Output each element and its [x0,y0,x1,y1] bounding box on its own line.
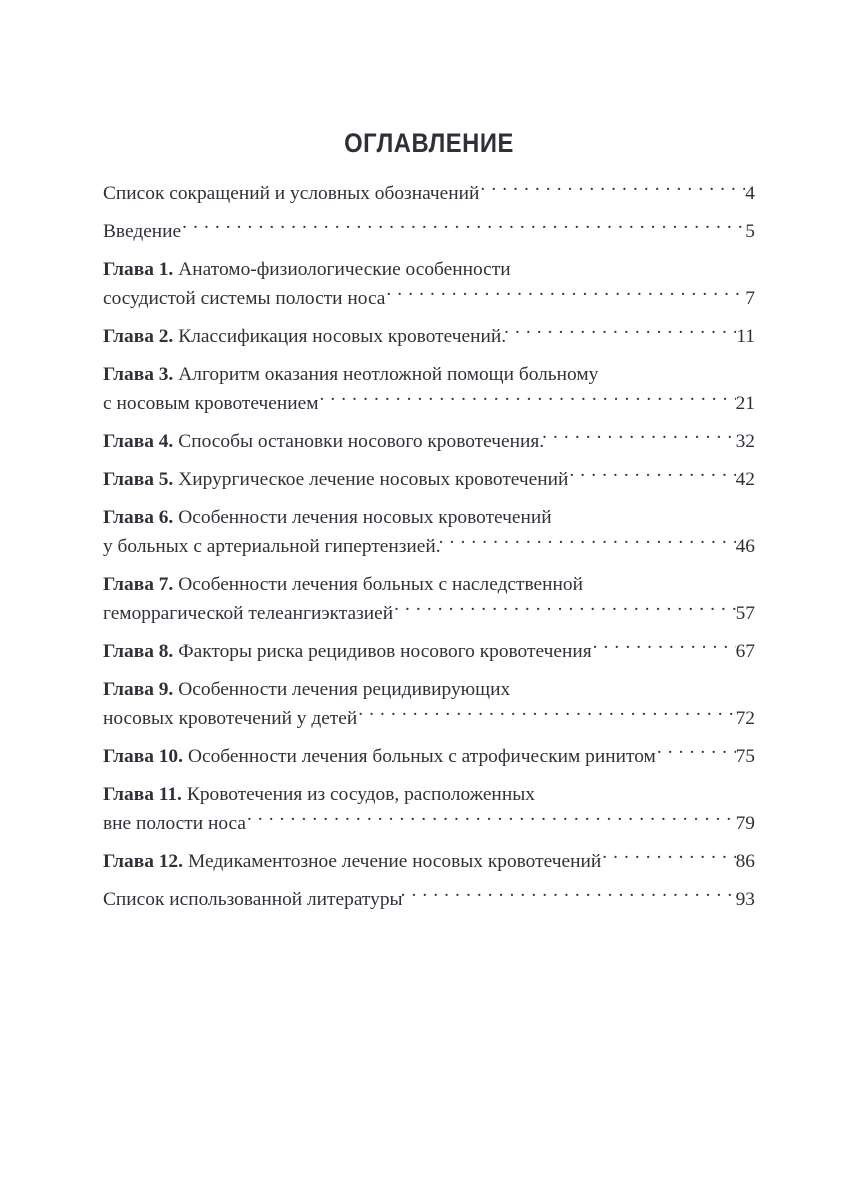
toc-entry[interactable] [103,465,755,494]
toc-chapter-label: Глава 5. [103,469,174,490]
toc-entry-title: Медикаментозное лечение носовых кровотечений [187,851,602,872]
toc-page-number: 86 [735,851,755,872]
toc-chapter-label: Глава 6. [103,507,174,528]
toc-entry[interactable] [103,255,755,313]
toc-entry-title-continued: носовых кровотечений у детей [103,708,358,729]
toc-entry[interactable] [103,780,755,838]
toc-chapter-label: Глава 4. [103,431,174,452]
dot-leader [386,285,745,304]
toc-entry-line [103,675,755,704]
toc-entry[interactable] [103,570,755,628]
toc-entry-title-continued: геморрагической телеангиэктазией [103,603,394,624]
toc-entry[interactable] [103,179,755,208]
toc-entry-title: Хирургическое лечение носовых кровотечений [178,469,569,490]
toc-entry-title: Способы остановки носового кровотечения. [178,431,545,452]
toc-entry-line [103,427,755,456]
toc-page-number: 11 [736,326,755,347]
toc-page-number: 7 [745,288,755,309]
toc-entry[interactable] [103,675,755,733]
toc-entry[interactable] [103,217,755,246]
toc-entry-title: Особенности лечения больных с наследственной [178,574,583,595]
toc-page-number: 93 [735,889,755,910]
toc-entry-line-continued [103,389,755,418]
toc-entry-line [103,637,755,666]
toc-entry-title: Особенности лечения носовых кровотечений [178,507,552,528]
toc-entry-line [103,255,755,284]
toc-entry[interactable] [103,742,755,771]
toc-entry-title-continued: сосудистой системы полости носа [103,288,386,309]
dot-leader [319,390,735,409]
toc-entry-line [103,217,755,246]
toc-page-number: 67 [735,641,755,662]
toc-entry-line [103,179,755,208]
toc-chapter-label: Глава 10. [103,746,183,767]
toc-page-number: 5 [745,221,755,242]
toc-entry-title: Введение [103,221,182,242]
toc-page-number: 57 [735,603,755,624]
toc-page-number: 42 [735,469,755,490]
toc-chapter-label: Глава 9. [103,679,174,700]
toc-entry-line [103,570,755,599]
dot-leader [504,323,736,342]
toc-entry-line [103,742,755,771]
dot-leader [657,743,736,762]
toc-chapter-label: Глава 8. [103,641,174,662]
toc-entry-line-continued [103,532,755,561]
toc-chapter-label: Глава 3. [103,364,174,385]
dot-leader [247,810,736,829]
toc-entry-title: Список использованной литературы [103,889,403,910]
dot-leader [593,638,736,657]
toc-entry[interactable] [103,503,755,561]
toc-entry[interactable] [103,885,755,914]
toc-entry-line [103,885,755,914]
toc-page-number: 46 [735,536,755,557]
toc-chapter-label: Глава 12. [103,851,183,872]
toc-entry-title-continued: вне полости носа [103,813,246,834]
dot-leader [542,428,735,447]
toc-page-number: 79 [735,813,755,834]
toc-entry[interactable] [103,427,755,456]
toc-page-number: 4 [745,183,755,204]
dot-leader [480,180,745,199]
toc-entry-line-continued [103,809,755,838]
toc-chapter-label: Глава 2. [103,326,174,347]
toc-entry-title: Список сокращений и условных обозначений [103,183,480,204]
toc-chapter-label: Глава 11. [103,784,182,805]
toc-entry-title: Особенности лечения рецидивирующих [178,679,511,700]
toc-entry-line [103,465,755,494]
toc-entry-title: Анатомо-физиологические особенности [178,259,511,280]
toc-entry-title: Особенности лечения больных с атрофическим ринитом [187,746,656,767]
toc-entry-line [103,322,755,351]
page-title: ОГЛАВЛЕНИЕ [344,128,514,158]
toc-chapter-label: Глава 1. [103,259,174,280]
toc-entry-line-continued [103,284,755,313]
toc-entry-line [103,780,755,809]
dot-leader [401,886,736,905]
toc-entry-line [103,503,755,532]
toc-entry-line-continued [103,599,755,628]
table-of-contents [103,179,755,923]
toc-entry-title: Кровотечения из сосудов, расположенных [186,784,535,805]
toc-entry-line [103,847,755,876]
toc-chapter-label: Глава 7. [103,574,174,595]
dot-leader [602,848,735,867]
dot-leader [394,600,735,619]
toc-entry-title-continued: с носовым кровотечением [103,393,319,414]
toc-entry-title: Алгоритм оказания неотложной помощи больному [178,364,599,385]
toc-entry-title: Факторы риска рецидивов носового кровотечения [178,641,592,662]
dot-leader [439,533,736,552]
toc-entry-line-continued [103,704,755,733]
toc-entry[interactable] [103,637,755,666]
dot-leader [182,218,745,237]
toc-entry[interactable] [103,322,755,351]
toc-page-number: 32 [735,431,755,452]
toc-entry-title: Классификация носовых кровотечений. [178,326,507,347]
toc-page-number: 72 [735,708,755,729]
toc-entry[interactable] [103,360,755,418]
toc-entry-line [103,360,755,389]
toc-page-number: 21 [735,393,755,414]
toc-entry[interactable] [103,847,755,876]
toc-page-number: 75 [735,746,755,767]
toc-entry-title-continued: у больных с артериальной гипертензией. [103,536,441,557]
dot-leader [358,705,735,724]
dot-leader [569,466,735,485]
